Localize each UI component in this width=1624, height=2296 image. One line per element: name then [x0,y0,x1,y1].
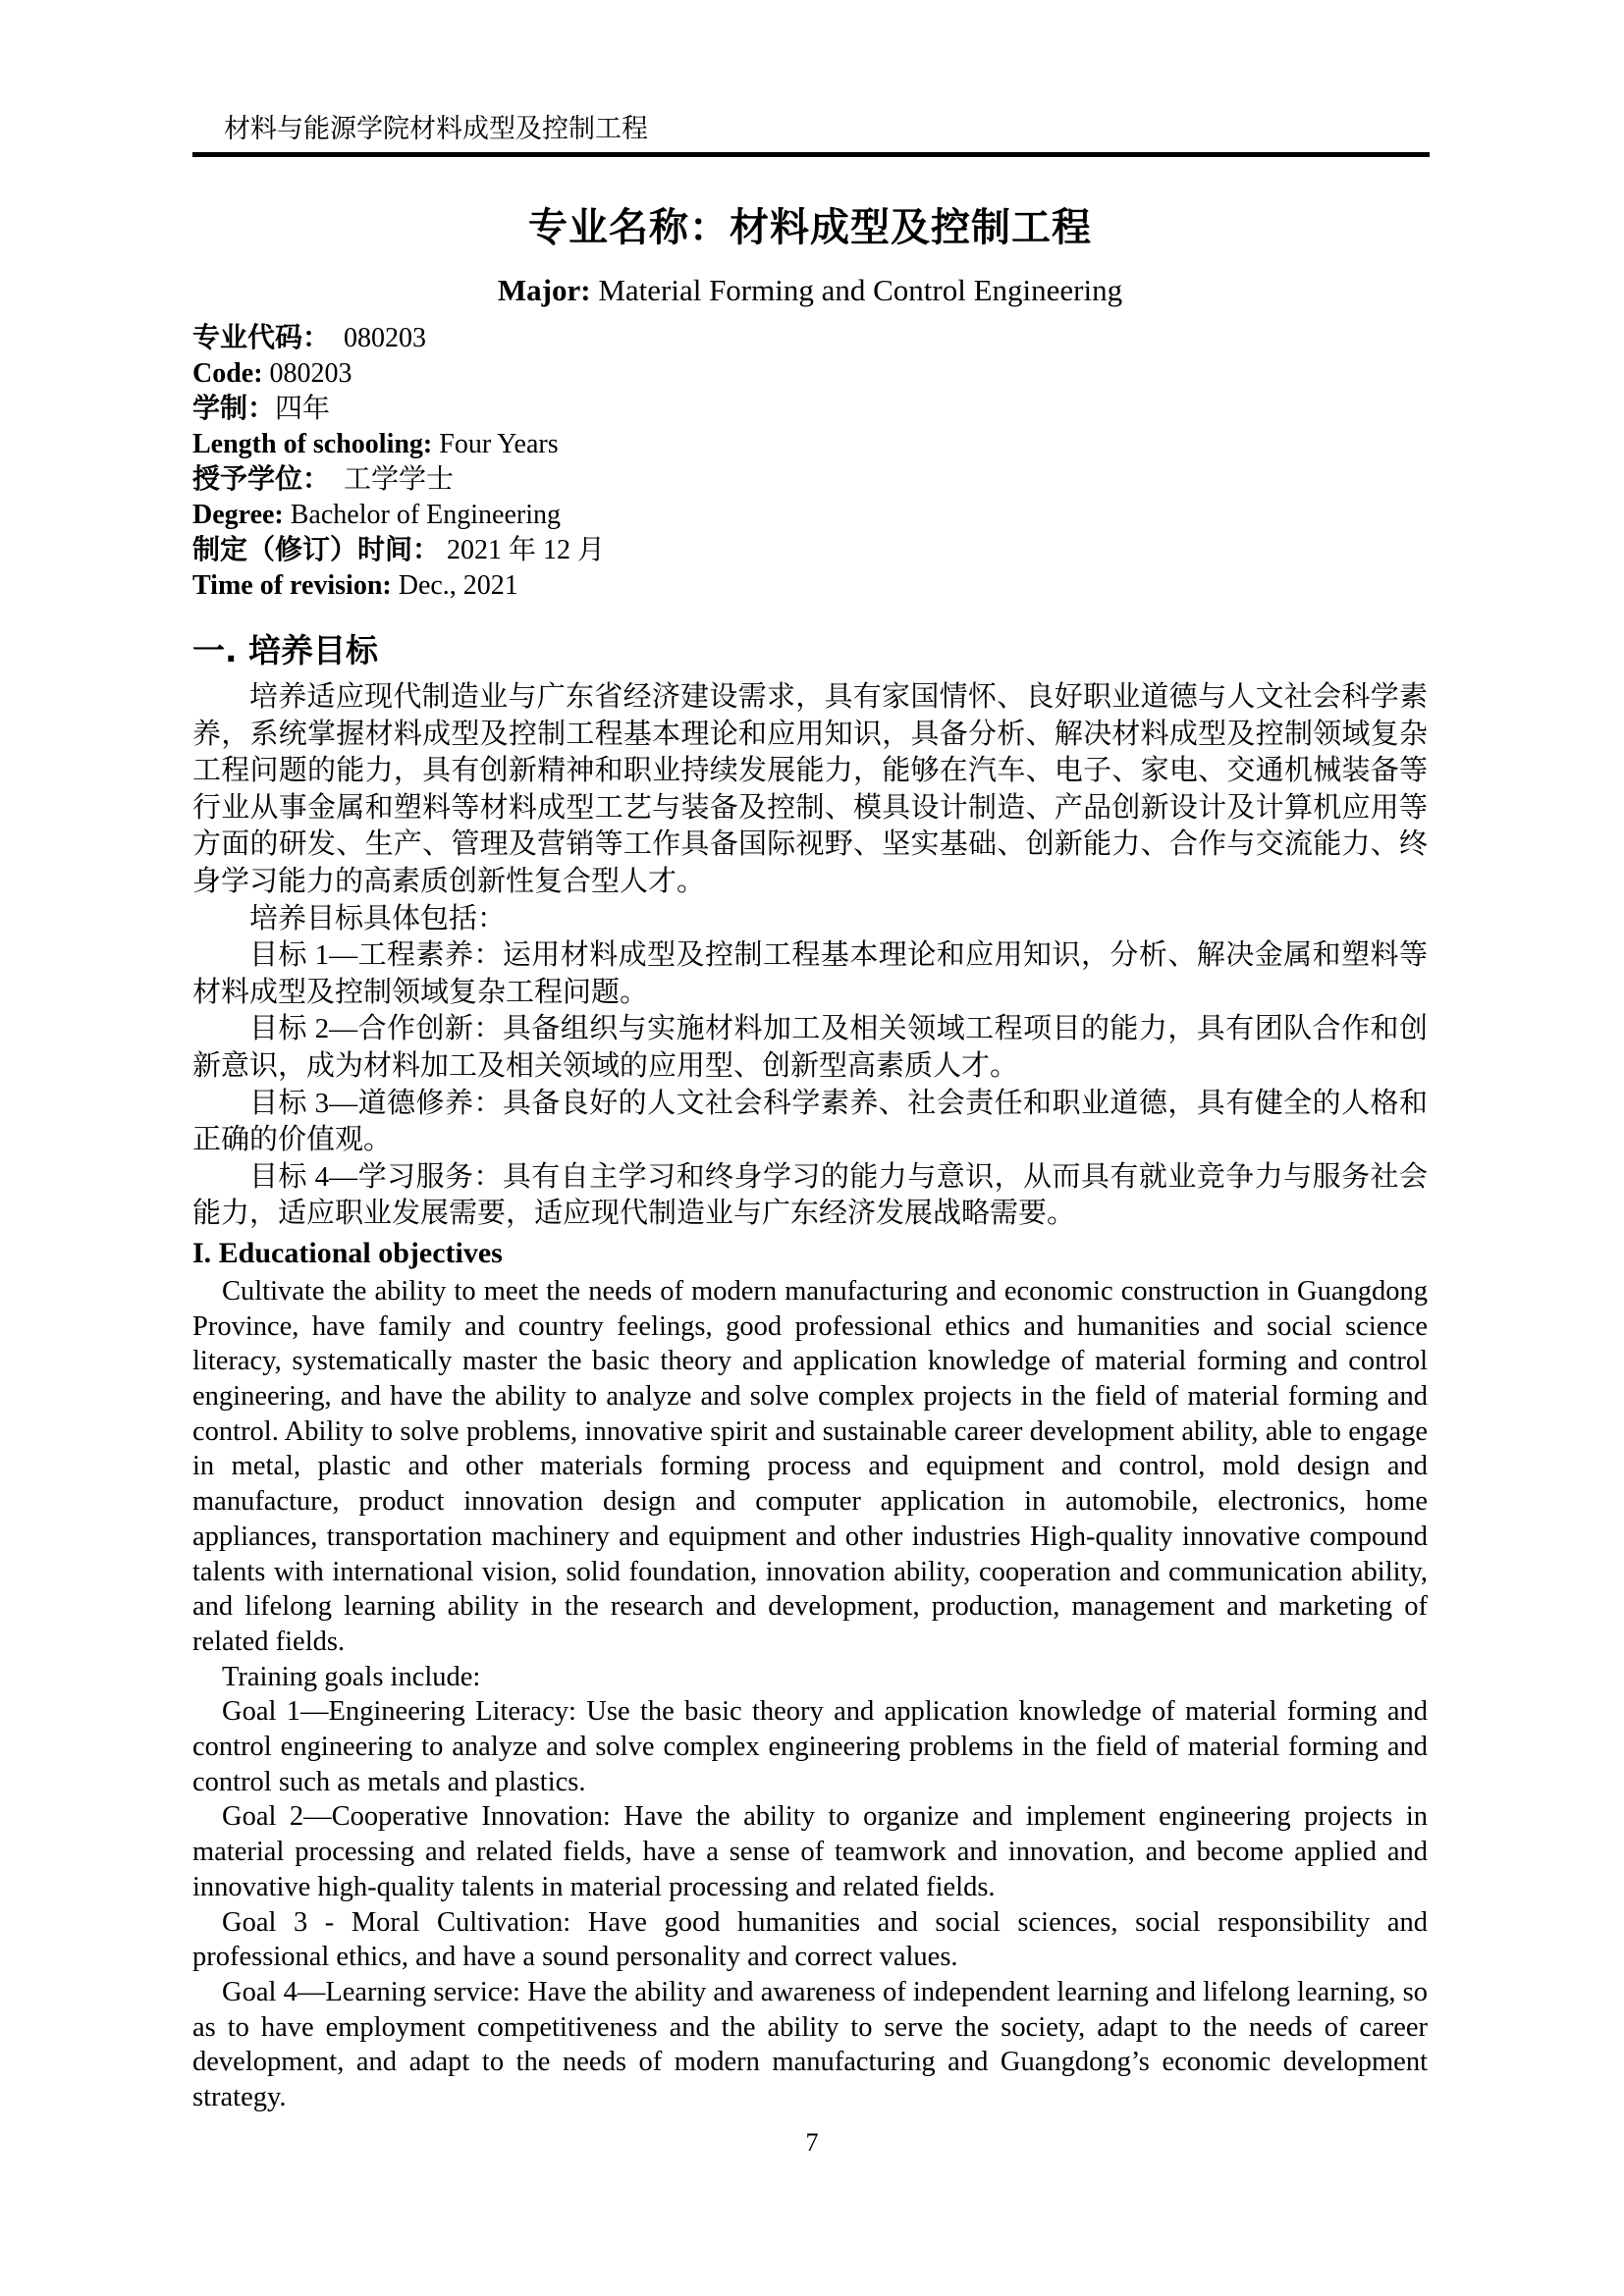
page-header [192,114,1430,157]
meta-length-en [192,427,1428,462]
meta-code-en [192,356,1428,392]
objectives-en-goal-1: Goal 1—Engineering Literacy: Use the basic theory and application knowledge of material forming and control engineering to analyze and solve complex engineering problems in the field of material forming and control such as metals and plastics. [192,1696,1428,1797]
meta-value: Four Years [432,428,559,459]
meta-value: 080203 [330,323,427,353]
document-title-en [192,271,1428,310]
section-heading-objectives-zh: 一. 培养目标 [192,631,379,669]
meta-label: Code: [192,357,263,389]
meta-revision-zh [192,532,1428,568]
meta-value: 2021 年 12 月 [440,535,606,565]
meta-label: Length of schooling: [192,428,433,459]
meta-value: 080203 [262,357,352,389]
document-title-zh: 专业名称：材料成型及控制工程 [528,205,1092,250]
header-rule [192,152,1430,157]
section-heading-objectives-en: I. Educational objectives [192,1236,503,1269]
meta-value: Dec., 2021 [391,569,518,601]
objectives-en-list-intro: Training goals include: [222,1661,481,1692]
page-content [192,202,1428,2115]
objectives-zh-goal-1: 目标 1—工程素养：运用材料成型及控制工程基本理论和应用知识，分析、解决金属和塑料等材料成型及控制领域复杂工程问题。 [192,939,1428,1008]
meta-label: 学制： [192,392,276,424]
objectives-en-goal-3: Goal 3 - Moral Cultivation: Have good humanities and social sciences, social responsibility and professional ethics, and have a sound personality and correct values. [192,1906,1428,1973]
meta-label: 专业代码： [192,321,331,353]
meta-major-code-zh [192,320,1428,356]
meta-label: 制定（修订）时间： [192,533,441,565]
page-number: 7 [805,2128,819,2157]
major-label: Major: [497,273,591,307]
objectives-en-goal-4: Goal 4—Learning service: Have the ability and awareness of independent learning and lifelong learning, so as to have employment competitiveness and the ability to serve the society, adapt to the needs of career development, and adapt to the needs of modern manufacturing and Guangdong’s economic development strategy. [192,1976,1428,2113]
meta-value: Bachelor of Engineering [283,499,561,530]
objectives-en-goal-2: Goal 2—Cooperative Innovation: Have the ability to organize and implement engineering projects in material processing and related fields, have a sense of teamwork and innovation, and become applied and innovative high-quality talents in material processing and related fields. [192,1801,1428,1902]
meta-revision-en [192,568,1428,604]
objectives-en-intro: Cultivate the ability to meet the needs of modern manufacturing and economic construction in Guangdong Province, have family and country feelings, good professional ethics and humanities and social science literacy, systematically master the basic theory and application knowledge of material forming and control engineering, and have the ability to analyze and solve complex projects in the field of material forming and control. Ability to solve problems, innovative spirit and sustainable career development ability, able to engage in metal, plastic and other materials forming process and equipment and control, mold design and manufacture, product innovation design and computer application in automobile, electronics, home appliances, transportation machinery and equipment and other industries High-quality innovative compound talents with international vision, solid foundation, innovation ability, cooperation and communication ability, and lifelong learning ability in the research and development, production, management and marketing of related fields. [192,1275,1428,1657]
meta-length-zh [192,391,1428,427]
meta-label: Degree: [192,499,284,530]
major-value: Material Forming and Control Engineering [590,273,1123,307]
objectives-zh-goal-2: 目标 2—合作创新：具备组织与实施材料加工及相关领域工程项目的能力，具有团队合作和创新意识，成为材料加工及相关领域的应用型、创新型高素质人才。 [192,1013,1428,1082]
metadata-block [192,320,1428,603]
objectives-zh-intro: 培养适应现代制造业与广东省经济建设需求，具有家国情怀、良好职业道德与人文社会科学素养，系统掌握材料成型及控制工程基本理论和应用知识，具备分析、解决材料成型及控制领域复杂工程问题的能力，具有创新精神和职业持续发展能力，能够在汽车、电子、家电、交通机械装备等行业从事金属和塑料等材料成型工艺与装备及控制、模具设计制造、产品创新设计及计算机应用等方面的研发、生产、管理及营销等工作具备国际视野、坚实基础、创新能力、合作与交流能力、终身学习能力的高素质创新性复合型人才。 [192,681,1428,897]
meta-degree-en [192,498,1428,533]
meta-label: Time of revision: [192,569,392,601]
objectives-zh-goal-4: 目标 4—学习服务：具有自主学习和终身学习的能力与意识，从而具有就业竞争力与服务社会能力，适应职业发展需要，适应现代制造业与广东经济发展战略需要。 [192,1160,1428,1230]
objectives-zh-list-intro: 培养目标具体包括： [249,902,507,934]
meta-degree-zh [192,461,1428,498]
meta-value: 工学学士 [330,464,455,495]
meta-label: 授予学位： [192,462,331,495]
page-footer [0,2128,1624,2158]
meta-value: 四年 [275,394,331,424]
objectives-zh-goal-3: 目标 3—道德修养：具备良好的人文社会科学素养、社会责任和职业道德，具有健全的人格和正确的价值观。 [192,1087,1428,1156]
header-title: 材料与能源学院材料成型及控制工程 [224,114,648,144]
